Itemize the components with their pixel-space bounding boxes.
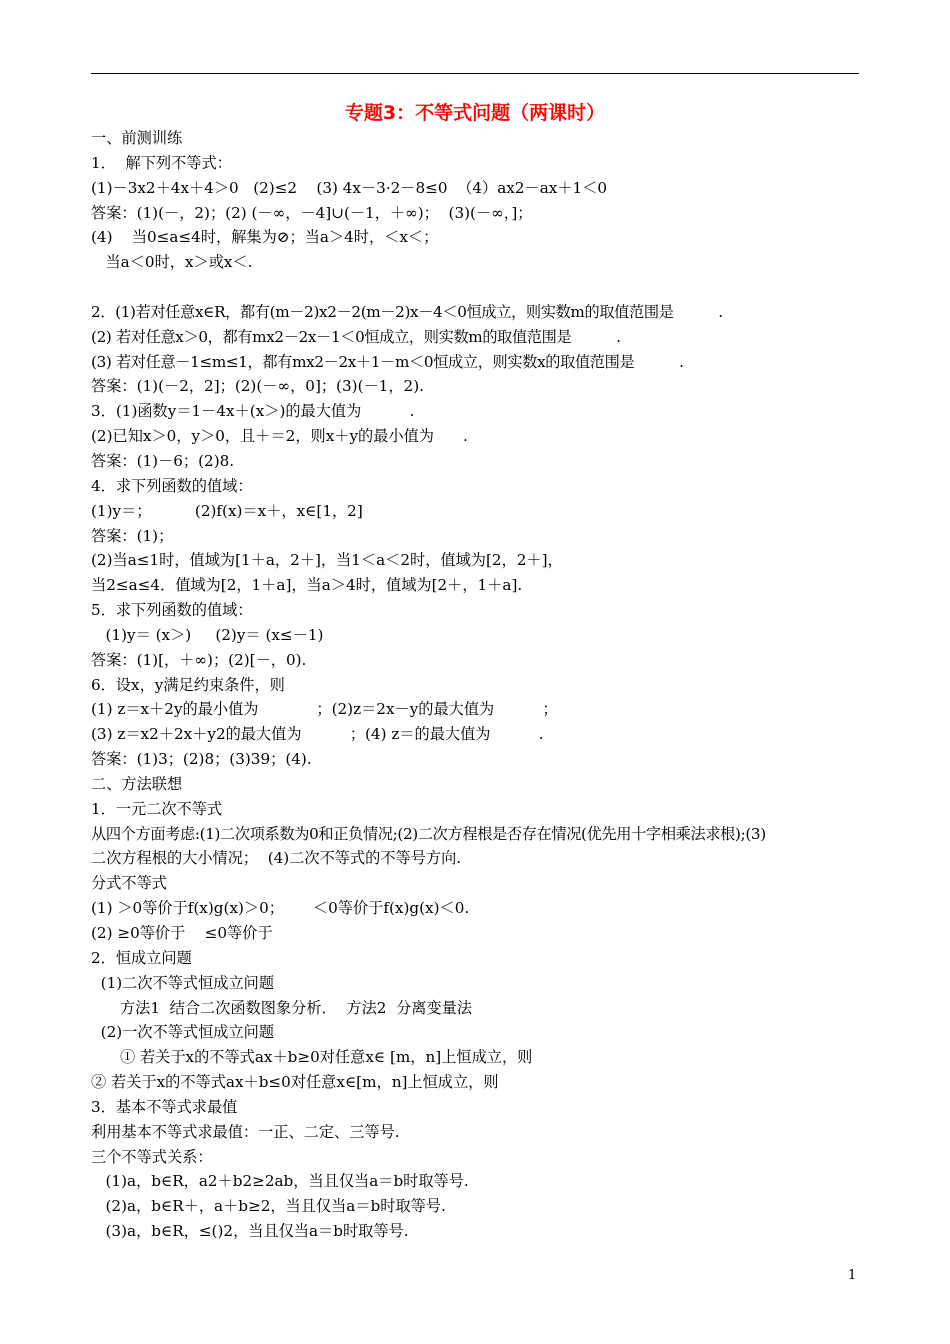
question-6-answer: 答案：(1)3；(2)8；(3)39；(4). bbox=[91, 750, 312, 769]
method-3-text: 利用基本不等式求最值：一正、二定、三等号. bbox=[91, 1122, 400, 1141]
method-2-sub-2: (2)一次不等式恒成立问题 bbox=[91, 1023, 275, 1042]
question-1-prompt: 1． 解下列不等式： bbox=[91, 153, 232, 172]
question-5-items: (1)y＝ (x＞) (2)y＝ (x≤－1) bbox=[91, 625, 324, 644]
blank-line bbox=[91, 275, 861, 300]
question-2-part-1: 2．(1)若对任意x∈R，都有(m－2)x2－2(m－2)x－4＜0恒成立，则实数m的取值范围是 . bbox=[91, 302, 723, 321]
page-number: 1 bbox=[848, 1268, 857, 1283]
question-4-answer-2b: 当2≤a≤4．值域为[2，1＋a]，当a＞4时，值域为[2＋，1＋a]. bbox=[91, 576, 523, 595]
method-2-sub-1: (1)二次不等式恒成立问题 bbox=[91, 973, 275, 992]
question-6-items-2: (3) z＝x2＋2x＋y2的最大值为 ；(4) z＝的最大值为 . bbox=[91, 725, 544, 744]
question-2-part-3: (3) 若对任意－1≤m≤1，都有mx2－2x＋1－m＜0恒成立，则实数x的取值范围是 . bbox=[91, 352, 684, 371]
question-1-answer-4a: (4) 当0≤a≤4时，解集为⊘；当a＞4时，＜x＜； bbox=[91, 228, 439, 247]
method-2-sub-2-item-1: ① 若关于x的不等式ax＋b≥0对任意x∈ [m，n]上恒成立，则 bbox=[91, 1048, 533, 1067]
question-4-items: (1)y＝； (2)f(x)＝x＋，x∈[1，2] bbox=[91, 501, 363, 520]
page-title: 专题3：不等式问题（两课时） bbox=[344, 102, 606, 124]
method-1-heading: 1．一元二次不等式 bbox=[91, 799, 223, 818]
method-3-heading: 3．基本不等式求最值 bbox=[91, 1097, 238, 1116]
question-4-answer-2a: (2)当a≤1时，值域为[1＋a，2＋]，当1＜a＜2时，值域为[2，2＋]， bbox=[91, 551, 563, 570]
method-2-sub-1-text: 方法1 结合二次函数图象分析． 方法2 分离变量法 bbox=[91, 998, 473, 1017]
question-1-items: (1)－3x2＋4x＋4＞0 (2)≤2 (3) 4x－3·2－8≤0 （4）ax2－ax＋1＜0 bbox=[91, 178, 608, 197]
fraction-inequality-2: (2) ≥0等价于 ≤0等价于 bbox=[91, 924, 273, 942]
section-heading-methods: 二、方法联想 bbox=[91, 774, 183, 793]
question-6-prompt: 6．设x，y满足约束条件，则 bbox=[91, 675, 285, 694]
header-rule bbox=[91, 73, 859, 74]
question-4-answer-1: 答案：(1)； bbox=[91, 526, 174, 545]
method-2-sub-2-item-2: ② 若关于x的不等式ax＋b≤0对任意x∈[m，n]上恒成立，则 bbox=[91, 1073, 499, 1092]
method-3-relation-1: (1)a，b∈R，a2＋b2≥2ab，当且仅当a＝b时取等号. bbox=[91, 1172, 469, 1191]
question-5-answer: 答案：(1)[，＋∞)；(2)[－，0). bbox=[91, 650, 307, 669]
question-2-answer: 答案：(1)(－2，2]；(2)(－∞，0]；(3)(－1，2). bbox=[91, 377, 424, 396]
method-3-relation-2: (2)a，b∈R＋，a＋b≥2，当且仅当a＝b时取等号. bbox=[91, 1197, 446, 1216]
fraction-inequality-heading: 分式不等式 bbox=[91, 874, 167, 893]
question-6-items-1: (1) z＝x＋2y的最小值为 ；(2)z＝2x－y的最大值为 ； bbox=[91, 700, 558, 719]
document-body bbox=[91, 126, 861, 1244]
question-3-answer: 答案：(1)－6；(2)8. bbox=[91, 451, 235, 470]
question-5-prompt: 5．求下列函数的值域： bbox=[91, 601, 253, 620]
method-2-heading: 2．恒成立问题 bbox=[91, 948, 192, 967]
question-1-answer: 答案：(1)(－，2)；(2) (－∞，－4]∪(－1，＋∞)； (3)(－∞，]； bbox=[91, 203, 533, 222]
method-1-text-b: 二次方程根的大小情况； (4)二次不等式的不等号方向. bbox=[91, 849, 462, 868]
method-3-relation-3: (3)a，b∈R，≤()2，当且仅当a＝b时取等号. bbox=[91, 1222, 409, 1241]
question-3-part-2: (2)已知x＞0，y＞0，且＋＝2，则x＋y的最小值为 . bbox=[91, 427, 468, 446]
fraction-inequality-1: (1) ＞0等价于f(x)g(x)＞0； ＜0等价于f(x)g(x)＜0. bbox=[91, 899, 470, 918]
question-2-part-2: (2) 若对任意x＞0，都有mx2－2x－1＜0恒成立，则实数m的取值范围是 . bbox=[91, 327, 621, 346]
question-1-answer-4b: 当a＜0时，x＞或x＜. bbox=[91, 253, 253, 272]
method-3-relations-heading: 三个不等式关系： bbox=[91, 1147, 213, 1166]
question-3-part-1: 3．(1)函数y＝1－4x＋(x＞)的最大值为 . bbox=[91, 402, 415, 421]
method-1-text-a: 从四个方面考虑:(1)二次项系数为0和正负情况;(2)二次方程根是否存在情况(优先用十字相乘法求根);(3) bbox=[91, 824, 766, 843]
question-4-prompt: 4．求下列函数的值域： bbox=[91, 476, 253, 495]
section-heading-pretest: 一、前测训练 bbox=[91, 129, 183, 147]
